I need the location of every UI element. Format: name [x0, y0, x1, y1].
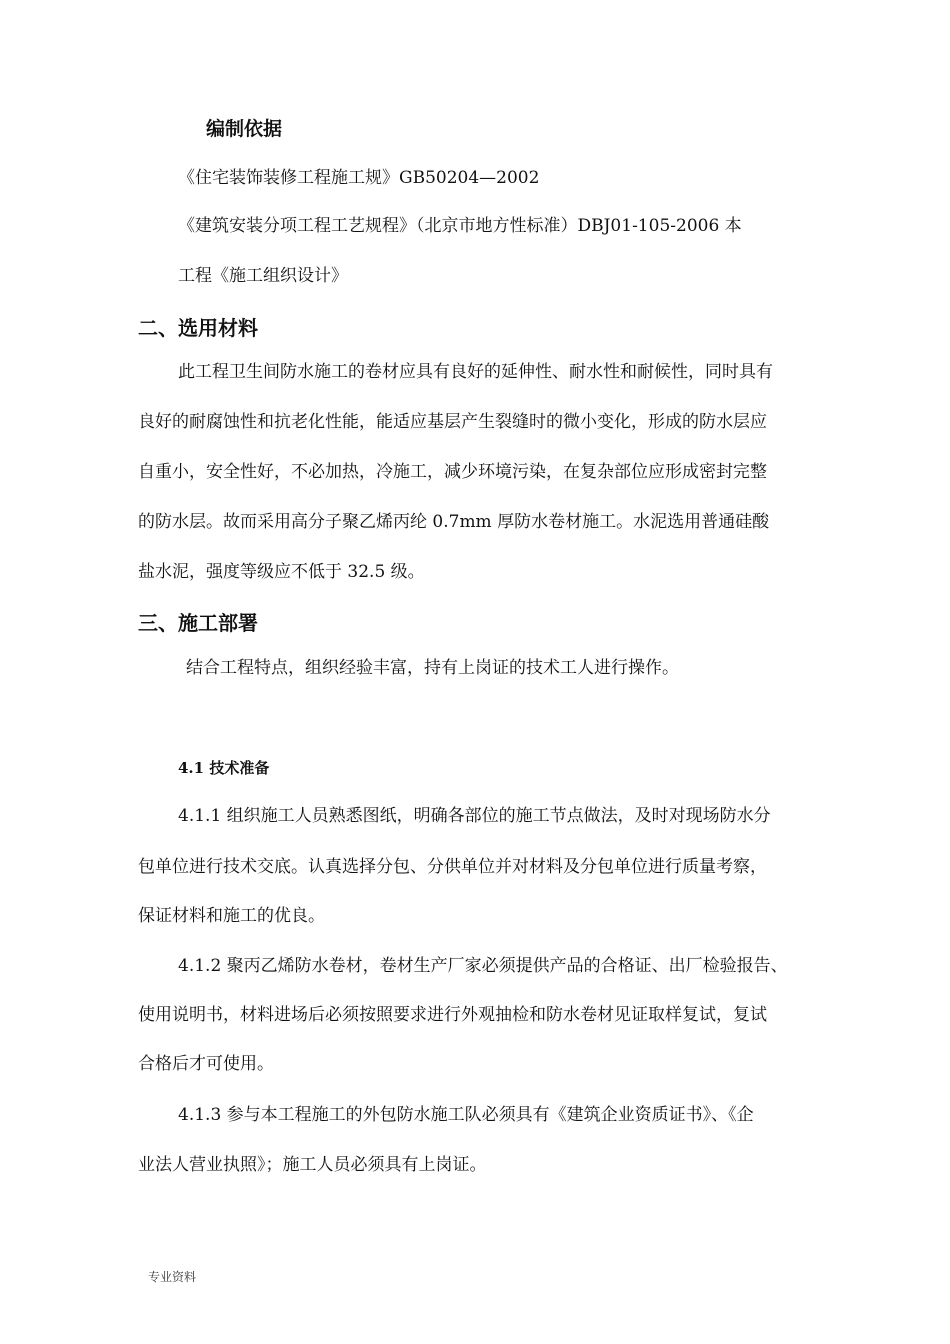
tech-prep-line-6: 合格后才可使用。 [138, 1054, 274, 1074]
tech-prep-heading: 4.1 技术准备 [178, 759, 270, 777]
basis-line-1: 《住宅装饰装修工程施工规》GB50204—2002 [178, 168, 540, 188]
footer-label: 专业资料 [148, 1270, 197, 1284]
tech-prep-line-8: 业法人营业执照》；施工人员必须具有上岗证。 [138, 1155, 487, 1175]
tech-prep-line-1: 4.1.1 组织施工人员熟悉图纸，明确各部位的施工节点做法，及时对现场防水分 [178, 806, 771, 826]
tech-prep-line-2: 包单位进行技术交底。认真选择分包、分供单位并对材料及分包单位进行质量考察， [138, 857, 767, 877]
tech-prep-line-4: 4.1.2 聚丙乙烯防水卷材，卷材生产厂家必须提供产品的合格证、出厂检验报告、 [178, 956, 788, 976]
materials-line-2: 良好的耐腐蚀性和抗老化性能，能适应基层产生裂缝时的微小变化，形成的防水层应 [138, 412, 767, 432]
basis-line-2: 《建筑安装分项工程工艺规程》（北京市地方性标准）DBJ01-105-2006 本 [178, 216, 742, 236]
materials-line-1: 此工程卫生间防水施工的卷材应具有良好的延伸性、耐水性和耐候性，同时具有 [178, 362, 773, 382]
tech-prep-line-3: 保证材料和施工的优良。 [138, 906, 325, 926]
materials-heading: 二、选用材料 [138, 316, 258, 340]
deployment-line-1: 结合工程特点，组织经验丰富，持有上岗证的技术工人进行操作。 [186, 658, 679, 678]
deployment-heading: 三、施工部署 [138, 611, 258, 635]
materials-line-5: 盐水泥，强度等级应不低于 32.5 级。 [138, 562, 425, 582]
tech-prep-line-7: 4.1.3 参与本工程施工的外包防水施工队必须具有《建筑企业资质证书》、《企 [178, 1105, 754, 1125]
materials-line-4: 的防水层。故而采用高分子聚乙烯丙纶 0.7mm 厚防水卷材施工。水泥选用普通硅酸 [138, 512, 770, 532]
basis-line-3: 工程《施工组织设计》 [178, 266, 348, 286]
basis-heading: 编制依据 [206, 118, 283, 140]
tech-prep-line-5: 使用说明书，材料进场后必须按照要求进行外观抽检和防水卷材见证取样复试，复试 [138, 1005, 767, 1025]
materials-line-3: 自重小，安全性好，不必加热，冷施工，减少环境污染，在复杂部位应形成密封完整 [138, 462, 767, 482]
